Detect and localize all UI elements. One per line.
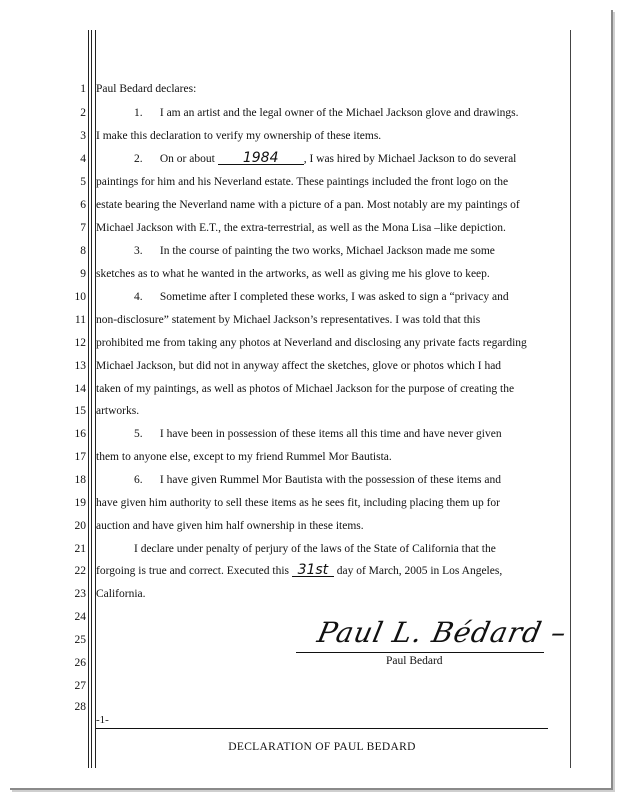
- left-margin-line-outer: [88, 30, 89, 768]
- footer-rule: [96, 728, 548, 729]
- line-number: 2: [80, 107, 86, 119]
- line-number: 23: [74, 588, 86, 600]
- line-number: 18: [74, 474, 86, 486]
- line-number: 3: [80, 130, 86, 142]
- line-number: 5: [80, 176, 86, 188]
- paragraph-4-line: taken of my paintings, as well as photos of Michael Jackson for the purpose of creating the: [96, 383, 515, 395]
- paragraph-3-line: sketches as to what he wanted in the artworks, as well as giving me his glove to keep.: [96, 268, 490, 280]
- paragraph-2-line: paintings for him and his Neverland estate. These paintings included the front logo on the: [96, 176, 509, 188]
- perjury-statement-line: I declare under penalty of perjury of the laws of the State of California that the: [134, 543, 496, 555]
- line-number: 6: [80, 199, 86, 211]
- perjury-statement-line: [96, 564, 502, 578]
- line-number: 27: [74, 680, 86, 692]
- line-number: 20: [74, 520, 86, 532]
- paragraph-4-line: Michael Jackson, but did not in anyway affect the sketches, glove or photos which I had: [96, 360, 502, 372]
- line-number: 26: [74, 657, 86, 669]
- line-number: 7: [80, 222, 86, 234]
- handwritten-day: 31st: [292, 564, 334, 577]
- line-number: 11: [74, 314, 86, 326]
- handwritten-year: 1984: [218, 152, 304, 165]
- paragraph-6-line: auction and have given him half ownership in these items.: [96, 520, 364, 532]
- paragraph-2-lead: 2. On or about: [134, 153, 218, 165]
- paragraph-4-line: non-disclosure” statement by Michael Jackson’s representatives. I was told that this: [96, 314, 481, 326]
- line-number: 13: [74, 360, 86, 372]
- line-number: 14: [74, 383, 86, 395]
- paragraph-4-line: artworks.: [96, 405, 140, 417]
- paragraph-6-line: have given him authority to sell these items as he sees fit, including placing them up for: [96, 497, 501, 509]
- line-number: 25: [74, 634, 86, 646]
- paragraph-5-line: 5. I have been in possession of these items all this time and have never given: [134, 428, 502, 440]
- paragraph-2-line: [96, 152, 516, 166]
- paragraph-2-line: estate bearing the Neverland name with a picture of a pan. Most notably are my paintings of: [96, 199, 520, 211]
- paragraph-4-line: 4. Sometime after I completed these works, I was asked to sign a “privacy and: [134, 291, 509, 303]
- line-number: 9: [80, 268, 86, 280]
- paragraph-2-line: Michael Jackson with E.T., the extra-terrestrial, as well as the Mona Lisa –like depiction.: [96, 222, 506, 234]
- handwritten-signature: Paul L. Bédard –: [314, 616, 571, 649]
- declaration-intro: Paul Bedard declares:: [96, 83, 197, 95]
- line-number: 8: [80, 245, 86, 257]
- execution-rest: day of March, 2005 in Los Angeles,: [333, 565, 503, 577]
- printed-signer-name: Paul Bedard: [386, 655, 443, 667]
- paragraph-6-line: 6. I have given Rummel Mor Bautista with the possession of these items and: [134, 474, 501, 486]
- line-number: 15: [74, 405, 86, 417]
- footer-title: DECLARATION OF PAUL BEDARD: [228, 741, 416, 753]
- paragraph-5-line: them to anyone else, except to my friend Rummel Mor Bautista.: [96, 451, 392, 463]
- paragraph-1-line: 1. I am an artist and the legal owner of the Michael Jackson glove and drawings.: [134, 107, 519, 119]
- page-number: -1-: [96, 714, 109, 726]
- line-number: 17: [74, 451, 86, 463]
- right-margin-line: [570, 30, 571, 768]
- paragraph-3-line: 3. In the course of painting the two works, Michael Jackson made me some: [134, 245, 495, 257]
- execution-lead: forgoing is true and correct. Executed this: [96, 565, 292, 577]
- line-number: 28: [74, 701, 86, 713]
- document-page: [10, 10, 613, 790]
- line-number: 21: [74, 543, 86, 555]
- line-number: 24: [74, 611, 86, 623]
- paragraph-2-rest: , I was hired by Michael Jackson to do several: [303, 153, 517, 165]
- line-number: 4: [80, 153, 86, 165]
- line-number: 10: [74, 291, 86, 303]
- perjury-statement-line: California.: [96, 588, 146, 600]
- line-number: 1: [80, 83, 86, 95]
- left-margin-line-inner: [91, 30, 92, 768]
- paragraph-4-line: prohibited me from taking any photos at Neverland and disclosing any private facts regarding: [96, 337, 527, 349]
- paragraph-1-line: I make this declaration to verify my ownership of these items.: [96, 130, 382, 142]
- line-number: 16: [74, 428, 86, 440]
- line-number: 22: [74, 565, 86, 577]
- line-number: 19: [74, 497, 86, 509]
- line-number: 12: [74, 337, 86, 349]
- signature-line: [296, 652, 544, 653]
